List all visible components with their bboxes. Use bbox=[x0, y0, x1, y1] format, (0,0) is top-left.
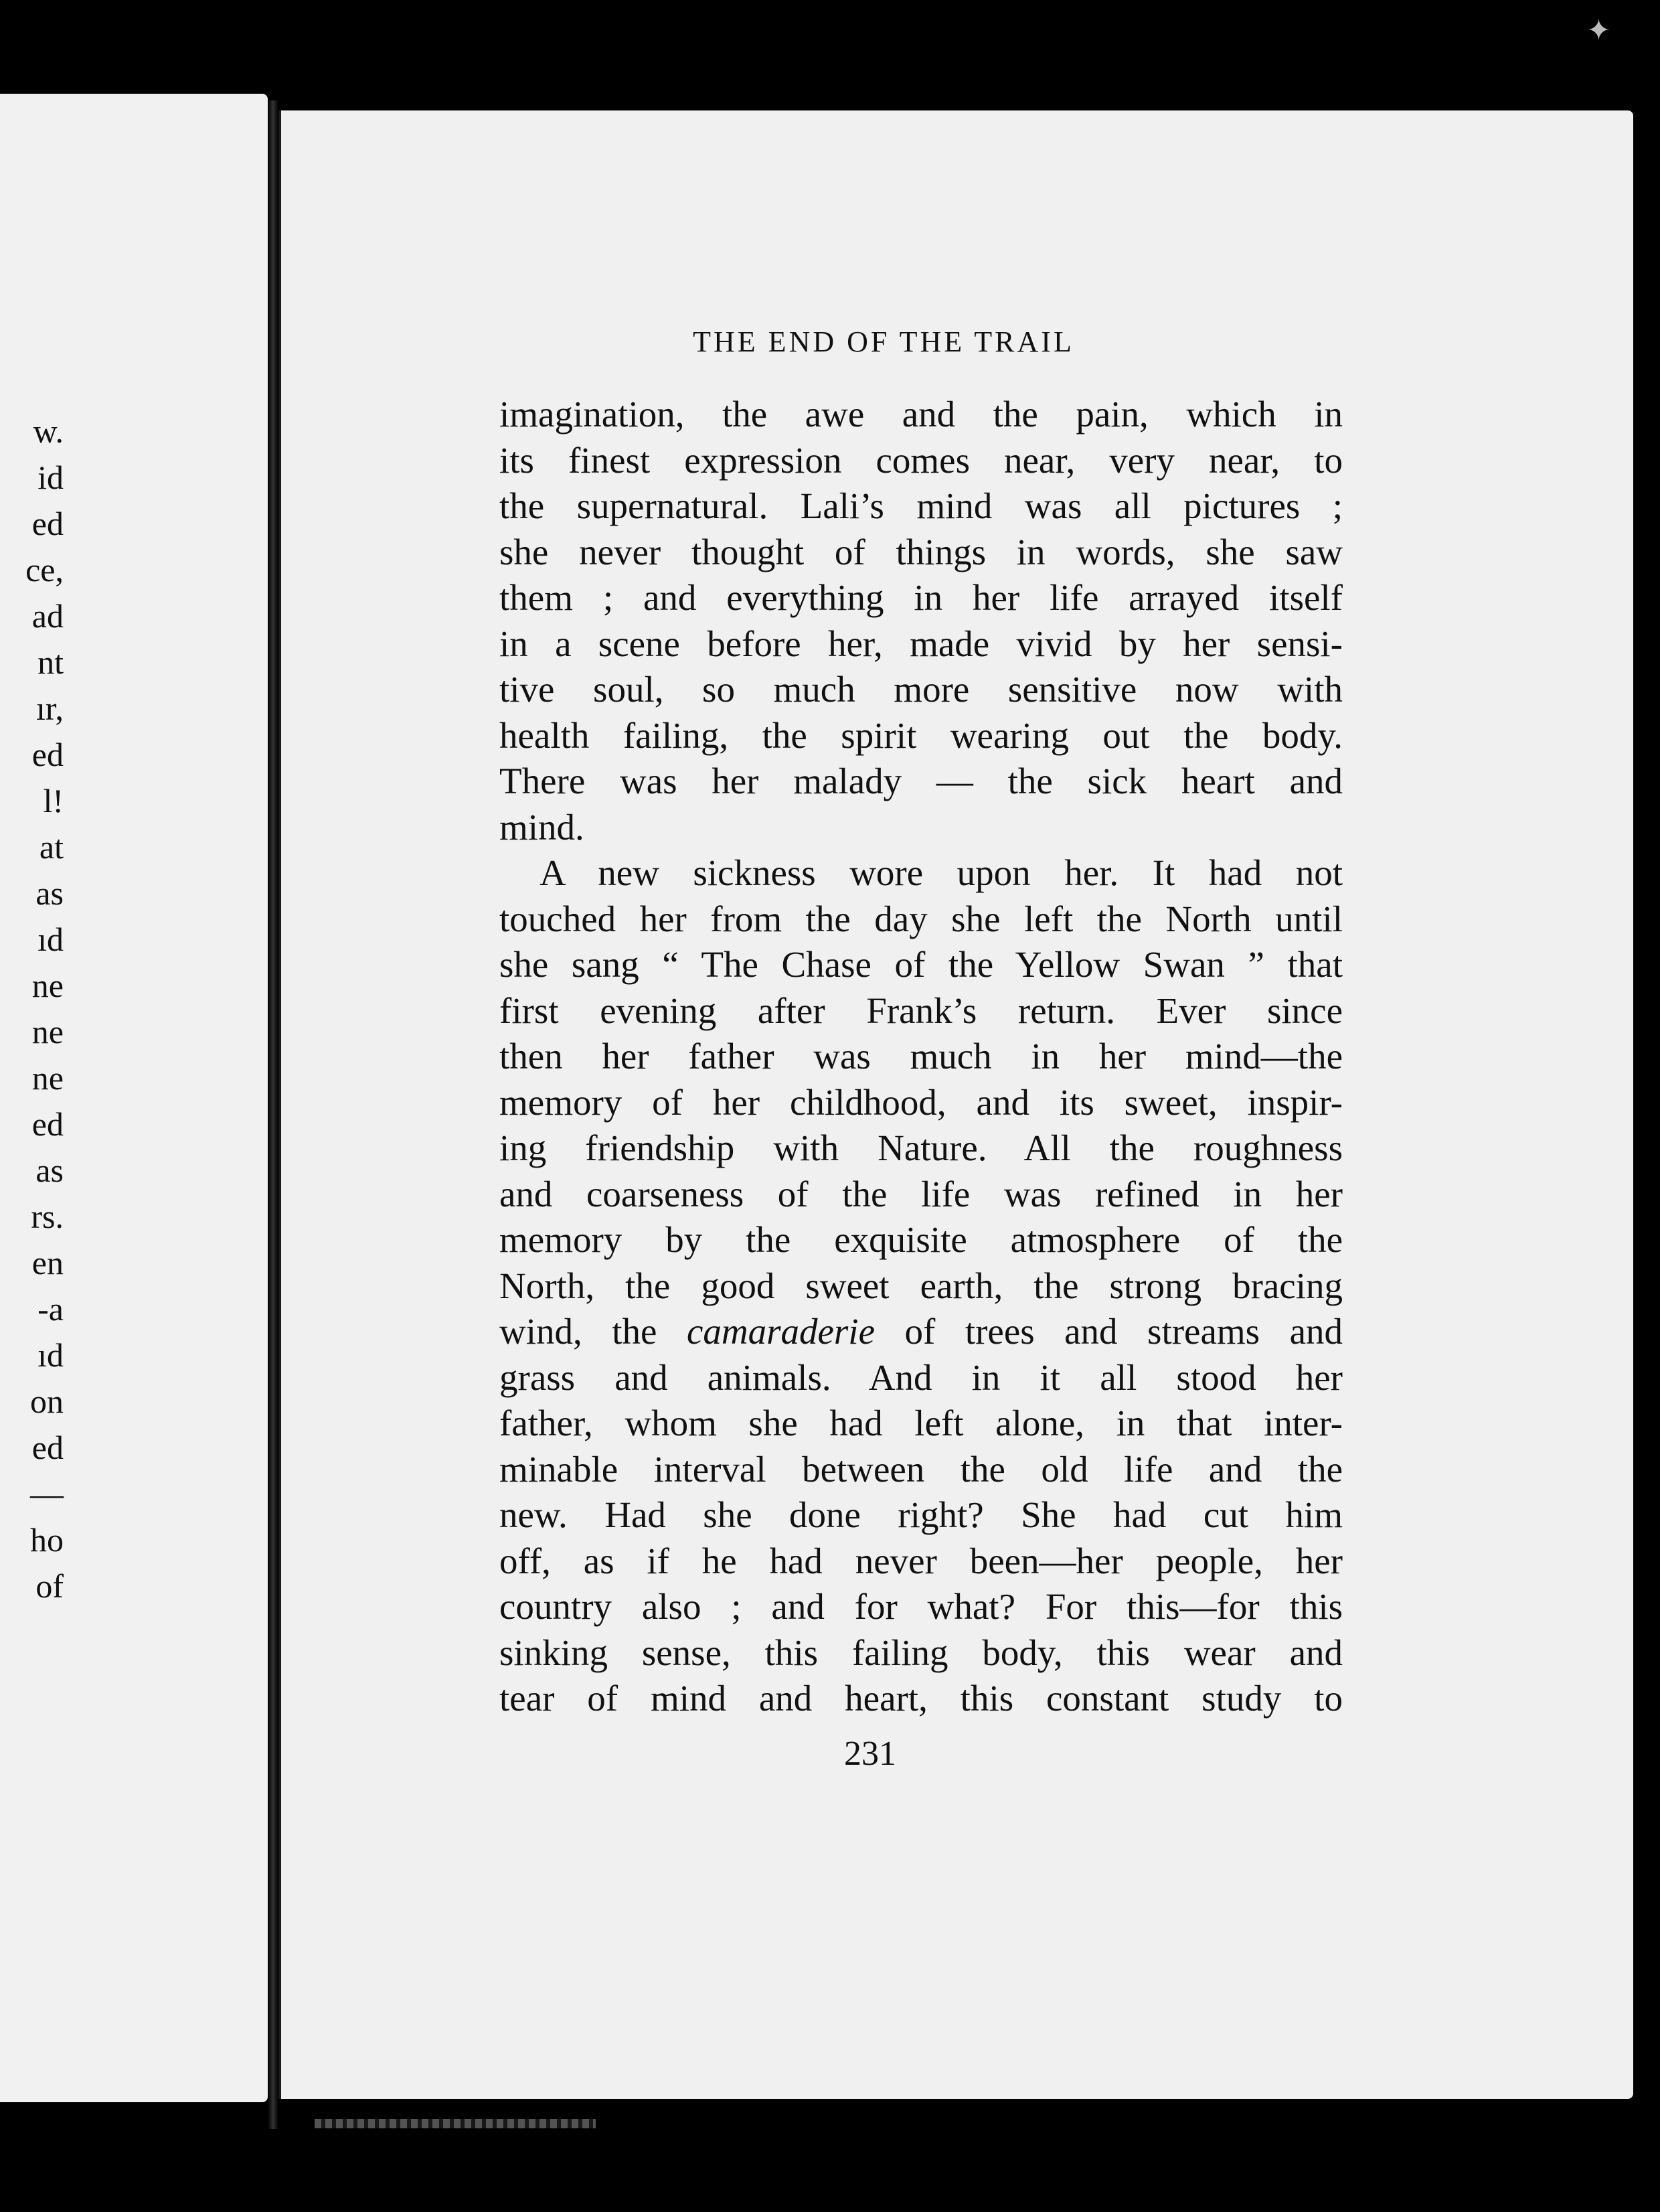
text-line: There was her malady — the sick heart and bbox=[499, 761, 1343, 801]
text-line: memory of her childhood, and its sweet, inspir- bbox=[499, 1081, 1343, 1123]
text-line: health failing, the spirit wearing out the body. bbox=[499, 714, 1343, 756]
text-line: A new sickness wore upon her. It had not bbox=[540, 852, 1343, 893]
text-fragment: w. bbox=[33, 412, 64, 450]
text-line: country also ; and for what? For this—for this bbox=[499, 1586, 1343, 1627]
text-fragment: at bbox=[39, 828, 64, 866]
text-line-camaraderie bbox=[499, 1309, 1343, 1355]
text-line: them ; and everything in her life arrayed itself bbox=[499, 577, 1343, 618]
text-line: the supernatural. Lali’s mind was all pictures ; bbox=[499, 485, 1343, 526]
text-line: North, the good sweet earth, the strong bracing bbox=[499, 1265, 1343, 1306]
text-line: sinking sense, this failing body, this wear and bbox=[499, 1632, 1343, 1673]
text-line: mind. bbox=[499, 806, 584, 848]
text-fragment: ad bbox=[31, 597, 64, 635]
scan-speck: ✦ bbox=[1586, 13, 1611, 48]
text-fragment: of bbox=[35, 1567, 64, 1605]
text-line: then her father was much in her mind—the bbox=[499, 1036, 1343, 1077]
text-line: ing friendship with Nature. All the roughness bbox=[499, 1127, 1343, 1168]
text-fragment: ed bbox=[31, 505, 64, 542]
text-segment: of trees and streams and bbox=[875, 1311, 1343, 1352]
text-fragment: ne bbox=[31, 1059, 64, 1097]
text-fragment: ed bbox=[31, 1105, 64, 1143]
text-fragment: ıd bbox=[37, 921, 64, 958]
text-fragment: l! bbox=[43, 782, 64, 819]
text-line: and coarseness of the life was refined in her bbox=[499, 1173, 1343, 1214]
page-number: 231 bbox=[844, 1735, 896, 1773]
text-line: tive soul, so much more sensitive now with bbox=[499, 669, 1343, 710]
text-line: tear of mind and heart, this constant study to bbox=[499, 1678, 1343, 1719]
text-line: memory by the exquisite atmosphere of the bbox=[499, 1219, 1343, 1260]
book-gutter bbox=[268, 100, 278, 2129]
text-fragment: as bbox=[35, 874, 64, 912]
body-text bbox=[499, 392, 1343, 1722]
text-fragment: rs. bbox=[31, 1198, 64, 1235]
text-fragment: as bbox=[35, 1152, 64, 1189]
text-line: off, as if he had never been—her people, her bbox=[499, 1540, 1343, 1581]
text-fragment: on bbox=[30, 1382, 64, 1420]
text-line: first evening after Frank’s return. Ever since bbox=[499, 990, 1343, 1031]
text-fragment: — bbox=[30, 1475, 64, 1512]
text-segment: wind, the bbox=[499, 1311, 687, 1352]
left-page-text-fragments bbox=[0, 408, 64, 1609]
text-line: she sang “ The Chase of the Yellow Swan ” that bbox=[499, 944, 1343, 985]
text-line: new. Had she done right? She had cut him bbox=[499, 1494, 1343, 1535]
bottom-edge-smudge bbox=[315, 2119, 596, 2128]
text-line: its finest expression comes near, very near, to bbox=[499, 439, 1343, 481]
text-fragment: nt bbox=[37, 643, 64, 681]
text-fragment: en bbox=[31, 1244, 64, 1281]
text-line: minable interval between the old life and the bbox=[499, 1448, 1343, 1490]
running-head: THE END OF THE TRAIL bbox=[693, 325, 1074, 358]
right-page bbox=[278, 110, 1633, 2099]
text-line: in a scene before her, made vivid by her sensi- bbox=[499, 623, 1343, 664]
text-fragment: ho bbox=[30, 1521, 64, 1559]
text-fragment: ed bbox=[31, 1429, 64, 1466]
text-line: grass and animals. And in it all stood her bbox=[499, 1356, 1343, 1398]
text-fragment: id bbox=[37, 459, 64, 496]
text-fragment: ed bbox=[31, 736, 64, 773]
text-fragment: ne bbox=[31, 967, 64, 1004]
text-line: touched her from the day she left the North until bbox=[499, 898, 1343, 939]
text-fragment: ce, bbox=[25, 551, 64, 588]
text-fragment: ne bbox=[31, 1013, 64, 1050]
text-fragment: -a bbox=[37, 1290, 64, 1328]
italic-word: camaraderie bbox=[686, 1311, 875, 1352]
text-fragment: ır, bbox=[35, 690, 64, 727]
text-line: she never thought of things in words, she saw bbox=[499, 531, 1343, 572]
text-line: imagination, the awe and the pain, which in bbox=[499, 394, 1343, 434]
text-fragment: ıd bbox=[37, 1336, 64, 1374]
text-line: father, whom she had left alone, in that inter- bbox=[499, 1403, 1343, 1443]
left-page-edge bbox=[0, 94, 268, 2102]
